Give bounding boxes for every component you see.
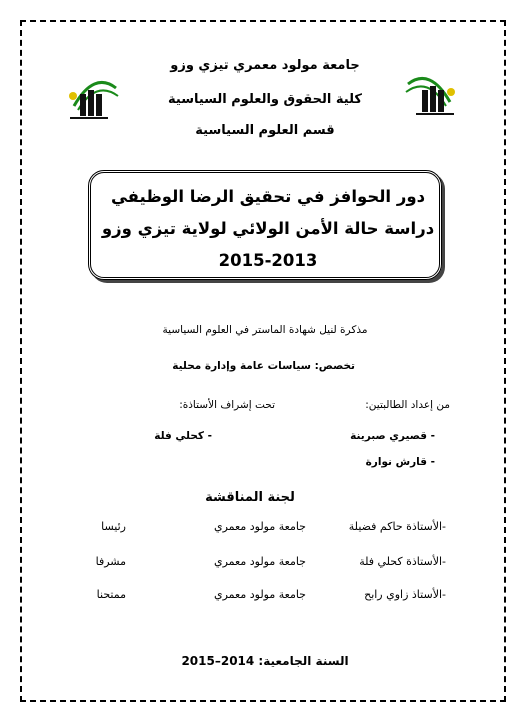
university-logo-right-icon <box>400 62 460 122</box>
committee-member-role: مشرفا <box>95 555 126 568</box>
university-logo-left-icon <box>64 66 124 126</box>
committee-member-name: -الأستاذة كحلي فلة <box>359 555 446 568</box>
student-name-1: - قصيري صبرينة <box>350 430 435 442</box>
committee-row <box>76 588 446 606</box>
thesis-title-box <box>88 170 442 280</box>
supervisor-label: تحت إشراف الأستاذة: <box>179 399 275 411</box>
memo-text: مذكرة لنيل شهادة الماستر في العلوم السياسية <box>162 324 368 336</box>
committee-member-name: -الأستاذة حاكم فضيلة <box>348 520 446 533</box>
thesis-years: 2015-2013 <box>218 251 318 270</box>
committee-member-university: جامعة مولود معمري <box>214 520 306 533</box>
committee-member-role: رئيسا <box>101 520 126 533</box>
committee-member-university: جامعة مولود معمري <box>214 555 306 568</box>
thesis-title-line1: دور الحوافز في تحقيق الرضا الوظيفي <box>110 187 426 206</box>
specialty-text: تخصص: سياسات عامة وإدارة محلية <box>172 360 355 372</box>
students-label: من إعداد الطالبتين: <box>365 399 450 411</box>
committee-row <box>76 555 446 573</box>
committee-member-role: ممتحنا <box>96 588 126 601</box>
academic-year: السنة الجامعية: 2014–2015 <box>181 654 349 668</box>
thesis-title-line2: دراسة حالة الأمن الولائي لولاية تيزي وزو <box>101 219 435 238</box>
committee-heading: لجنة المناقشة <box>205 490 295 505</box>
university-name: جامعة مولود معمري تيزي وزو <box>170 58 360 73</box>
committee-member-university: جامعة مولود معمري <box>214 588 306 601</box>
department-name: قسم العلوم السياسية <box>195 123 335 138</box>
student-name-2: - قارش نوارة <box>365 456 435 468</box>
faculty-name: كلية الحقوق والعلوم السياسية <box>168 92 362 107</box>
committee-member-name: -الأستاذ زاوي رابح <box>364 588 446 601</box>
supervisor-name: - كحلي فلة <box>154 430 212 442</box>
committee-row <box>76 520 446 538</box>
